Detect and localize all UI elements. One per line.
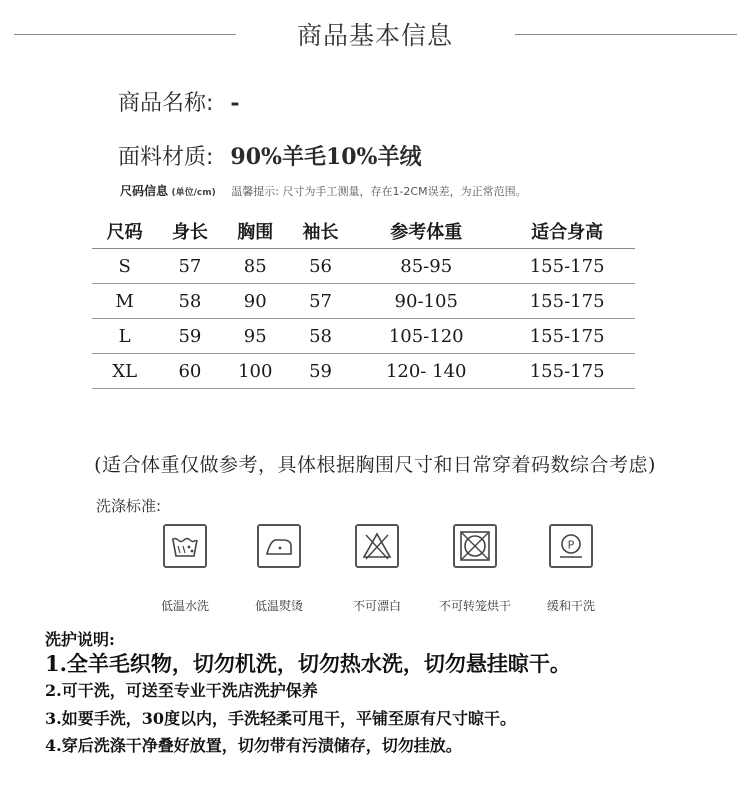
- gentle-dry-clean-icon: [549, 524, 593, 568]
- size-table-header-row: [92, 214, 635, 249]
- low-temp-iron-icon: [257, 524, 301, 568]
- cell-height: 155-175: [499, 284, 635, 319]
- care-line-3: 3.如要手洗，30度以内，手洗轻柔可甩干，平铺至原有尺寸晾干。: [45, 709, 516, 728]
- wash-label-low-temp-iron: 低温熨烫: [254, 599, 303, 613]
- cell-size: XL: [92, 354, 157, 389]
- wash-label-no-tumble-dry: 不可转笼烘干: [438, 599, 511, 613]
- care-heading: 洗护说明:: [45, 630, 115, 649]
- cell-sleeve: 57: [288, 284, 353, 319]
- header-chest: 胸围: [223, 214, 288, 249]
- wash-label-no-bleach: 不可漂白: [352, 599, 401, 613]
- low-temp-wash-icon: [163, 524, 207, 568]
- cell-chest: 100: [223, 354, 288, 389]
- wash-title: 洗涤标准:: [96, 497, 162, 515]
- cell-size: S: [92, 249, 157, 284]
- fabric-value: 90%羊毛10%羊绒: [230, 144, 422, 170]
- cell-chest: 95: [223, 319, 288, 354]
- header-weight: 参考体重: [353, 214, 499, 249]
- table-row: [92, 284, 635, 319]
- product-name-value: -: [230, 90, 240, 116]
- section-title: 商品基本信息: [296, 21, 453, 50]
- no-bleach-icon: [355, 524, 399, 568]
- cell-weight: 85-95: [353, 249, 499, 284]
- header-length: 身长: [157, 214, 222, 249]
- cell-length: 57: [157, 249, 222, 284]
- table-row: [92, 354, 635, 389]
- cell-size: L: [92, 319, 157, 354]
- no-tumble-dry-icon: [453, 524, 497, 568]
- cell-sleeve: 58: [288, 319, 353, 354]
- cell-weight: 90-105: [353, 284, 499, 319]
- cell-height: 155-175: [499, 249, 635, 284]
- cell-weight: 120- 140: [353, 354, 499, 389]
- wash-label-gentle-dry-clean: 缓和干洗: [546, 599, 595, 613]
- size-info-unit: (单位/cm): [171, 188, 216, 198]
- care-line-4: 4.穿后洗涤干净叠好放置，切勿带有污渍储存，切勿挂放。: [45, 736, 462, 755]
- cell-chest: 90: [223, 284, 288, 319]
- svg-text:P: P: [567, 538, 575, 552]
- header-height: 适合身高: [499, 214, 635, 249]
- cell-sleeve: 56: [288, 249, 353, 284]
- size-table: [92, 214, 635, 389]
- care-line-2: 2.可干洗，可送至专业干洗店洗护保养: [45, 681, 318, 700]
- header-sleeve: 袖长: [288, 214, 353, 249]
- table-row: [92, 249, 635, 284]
- fabric-label: 面料材质:: [118, 145, 214, 170]
- size-info-tip: 温馨提示: 尺寸为手工测量，存在1-2CM误差，为正常范围。: [231, 185, 527, 198]
- wash-label-low-temp-wash: 低温水洗: [160, 599, 209, 613]
- product-name-label: 商品名称:: [118, 91, 214, 116]
- weight-note: (适合体重仅做参考，具体根据胸围尺寸和日常穿着码数综合考虑): [94, 454, 656, 476]
- care-line-1: 1.全羊毛织物，切勿机洗，切勿热水洗，切勿悬挂晾干。: [45, 651, 571, 676]
- cell-size: M: [92, 284, 157, 319]
- header-rule-right: [515, 34, 737, 35]
- cell-chest: 85: [223, 249, 288, 284]
- cell-height: 155-175: [499, 319, 635, 354]
- cell-height: 155-175: [499, 354, 635, 389]
- header-size: 尺码: [92, 214, 157, 249]
- product-name-row: [118, 86, 240, 117]
- fabric-row: [118, 140, 421, 171]
- cell-sleeve: 59: [288, 354, 353, 389]
- size-info-heading: 尺码信息: [120, 184, 169, 198]
- cell-length: 59: [157, 319, 222, 354]
- cell-length: 58: [157, 284, 222, 319]
- cell-length: 60: [157, 354, 222, 389]
- cell-weight: 105-120: [353, 319, 499, 354]
- table-row: [92, 319, 635, 354]
- size-info: [120, 182, 527, 199]
